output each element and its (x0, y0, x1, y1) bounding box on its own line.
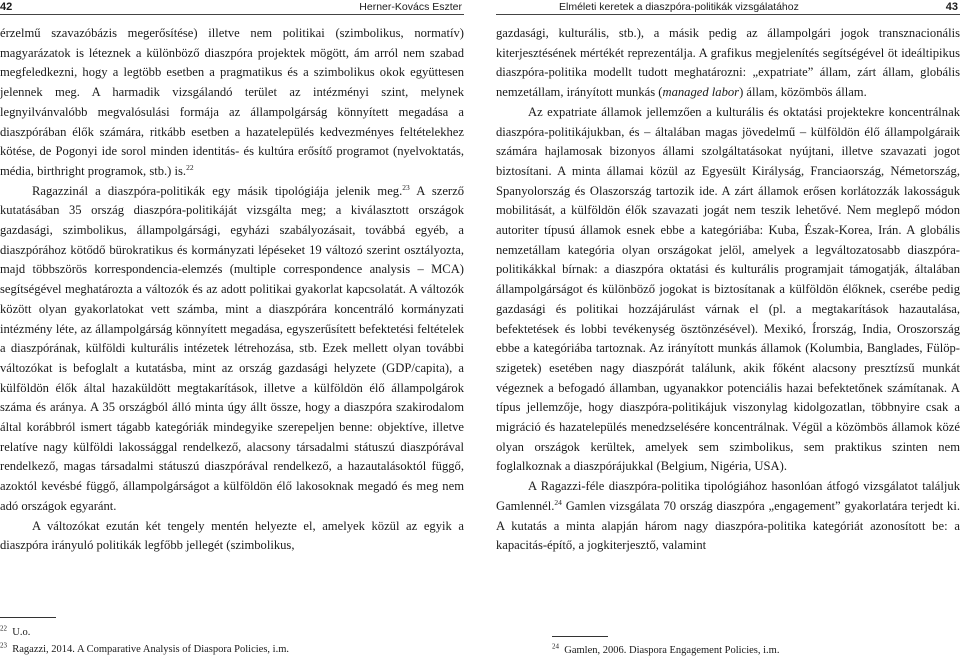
page-number: 42 (0, 1, 13, 13)
paragraph: érzelmű szavazóbázis megerősítése) illetve nem politikai (szimbolikus, normatív) magyarázatok is léteznek a különböző diaszpóra projektek mögött, ám arról nem szabad megfeledkezni, hogy a legtöbb esetben a pragmatikus és a szimbolikus okok együttesen jelennek meg. A harmadik vizsgálandó terület az intézményi szint, melynek legnyilvánvalóbb megvalósulási formája az állampolgárság könnyített megadása a diaszpórában élők számára, ritkább esetben a hazatelepülés kedvezményes feltételekhez kötése, de Pogonyi ide sorol minden identitás- és kultúra erősítő programot (nyelvoktatás, média, birthright programok, stb.) is.$^{22}$ (0, 26, 464, 178)
running-head: Elméleti keretek a diaszpóra-politikák vizsgálatához (559, 1, 799, 13)
left-page (0, 0, 464, 661)
paragraph: Az expatriate államok jellemzően a kulturális és oktatási projektekre koncentrálnak diaszpóra-politikájukban, és – általában magas jövedelmű – külföldön élő állampolgáraik számára hajlamosak bizonyos állami szolgáltatásokat nyújtani, illetve szavazati jogot biztosítani. A minta államai közül az Egyesült Királyság, Franciaország, Németország, Spanyolország és Olaszország tartozik ide. A zárt államok erősen korlátozzák lakosságuk mobilitását, a külföldön élők szavazati jogát nem teszik lehetővé. Nem meglepő módon autoriter típusú államok esnek ebbe a kategóriába: Kuba, Észak-Korea, Irán. A globális nemzetállam kategória olyan országokat jelöl, amelyek a legváltozatosabb diaszpóra-politikákkal bírnak: a diaszpóra oktatási és kulturális programjait támogatják, általában állampolgárságot és különböző jogokat is biztosítanak a külföldön élőknek, cserébe pedig gazdasági és politikai hozzájárulást várnak el (pl. a megtakarítások hazautalása, befektetések és lobbi tevékenység ösztönzésével). Mexikó, Írország, India, Oroszország ebbe a kategóriába tartoznak. Az irányított munkás államok (Kolumbia, Banglades, Fülöp-szigetek) esetében nagy diaszpórát találunk, akik főként alacsony presztízsű munkát végeznek a befogadó államban, ugyanakkor potenciális hazai befektetőnek számítanak. A típus jellemzője, hogy diaszpóra-politikájuk viszonylag kidolgozatlan, többnyire csak a migráció és hazatelepülés menedzselésére koncentrálnak. Végül a közömbös államok közé olyan országok kerültek, amelyek sem szimbolikus, sem praktikus szinten nem foglalkoznak a diaszpórájukkal (Belgium, Nigéria, USA). (496, 104, 960, 474)
footnotes (552, 642, 960, 659)
footnote-ref[interactable]: 24 (554, 497, 562, 507)
left-page-body (0, 24, 464, 556)
footnote-ref[interactable]: 23 (402, 182, 410, 192)
left-page-header (0, 0, 464, 15)
footnotes (0, 624, 464, 658)
right-page-header (496, 0, 960, 15)
paragraph: Ragazzinál a diaszpóra-politikák egy másik tipológiája jelenik meg.$^{23}$ A szerző kutatásában 35 ország diaszpóra-politikáját vizsgálta meg; a kiválasztott országok gazdasági, szimbolikus, állampolgársági, egyházi szabályozásait, továbbá egyéb, a diaszpórához kötődő bürokratikus és kormányzati lépéseket 19 változó szerint osztályozta, majd többszörös korrespondencia-elemzés (multiple correspondence analysis – MCA) segítségével meghatározta a változók és az adott politikai gyakorlat kapcsolatát. A változók között olyan gyakorlatokat vett számba, mint a diaszpórára koncentráló kormányzati intézmény léte, az állampolgárság könnyített megadása, egyszerűsített befektetési feltételek a diaszpórának, külföldi kulturális intézetek létrehozása, stb. Ezek mellett olyan további változókat is befoglalt a kutatásba, mint az ország gazdasági helyzete (GDP/capita), a külföldön élők által hazaküldött megtakarítások, illetve a külföldön élő állampolgárok száma és aránya. A 35 országból álló minta úgy állt össze, hogy a diaszpóra szakirodalom által korábbról ismert tágabb kategóriák mindegyike szerepeljen benne: objektíve, illetve relatíve nagy külföldi lakossággal rendelkező, alacsony társadalmi státuszú diaszpórával rendelkező, magas társadalmi státuszú diaszpórával rendelkező, a hazautalásoktól függő, azoktól kevésbé függő, állampolgárságot a külföldön élő lakosoknak megadó és meg nem adó országok egyaránt. (0, 182, 464, 513)
page-number: 43 (945, 1, 958, 13)
right-page (496, 0, 960, 661)
footnote-rule (552, 636, 608, 637)
right-page-body (496, 24, 960, 556)
footnote: $^{23}$ Ragazzi, 2014. A Comparative Analysis of Diaspora Policies, i.m. (0, 641, 289, 655)
paragraph: A Ragazzi-féle diaszpóra-politika tipológiához hasonlóan átfogó vizsgálatot találjuk Gamlennél.$^{24}$ Gamlen vizsgálata 70 ország diaszpóra „engagement” gyakorlatára terjedt ki. A kutatás a minta alapján három nagy diaszpóra-politika kategóriát azonosított be: a kapacitás-építő, a jogkiterjesztő, valamint (496, 479, 960, 553)
paragraph: A változókat ezután két tengely mentén helyezte el, amelyek közül az egyik a diaszpóra irányuló politikák legfőbb jellegét (szimbolikus, (0, 518, 464, 553)
footnote-ref[interactable]: 22 (186, 162, 194, 172)
footnote: $^{24}$ Gamlen, 2006. Diaspora Engagement Policies, i.m. (552, 642, 780, 656)
running-head: Herner-Kovács Eszter (359, 1, 462, 13)
paragraph: gazdasági, kulturális, stb.), a másik pedig az állampolgári jogok transznacionális kiterjesztésének mértékét reprezentálja. A grafikus megjelenítés segítségével öt ideáltipikus diaszpóra-politika modellt tudott meghatároznі: „expatriate” állam, zárt állam, globális nemzetállam, irányított munkás (managed labor) állam, közömbös állam. (496, 26, 960, 100)
footnote-rule (0, 617, 56, 618)
footnote: $^{22}$ U.o. (0, 624, 31, 638)
